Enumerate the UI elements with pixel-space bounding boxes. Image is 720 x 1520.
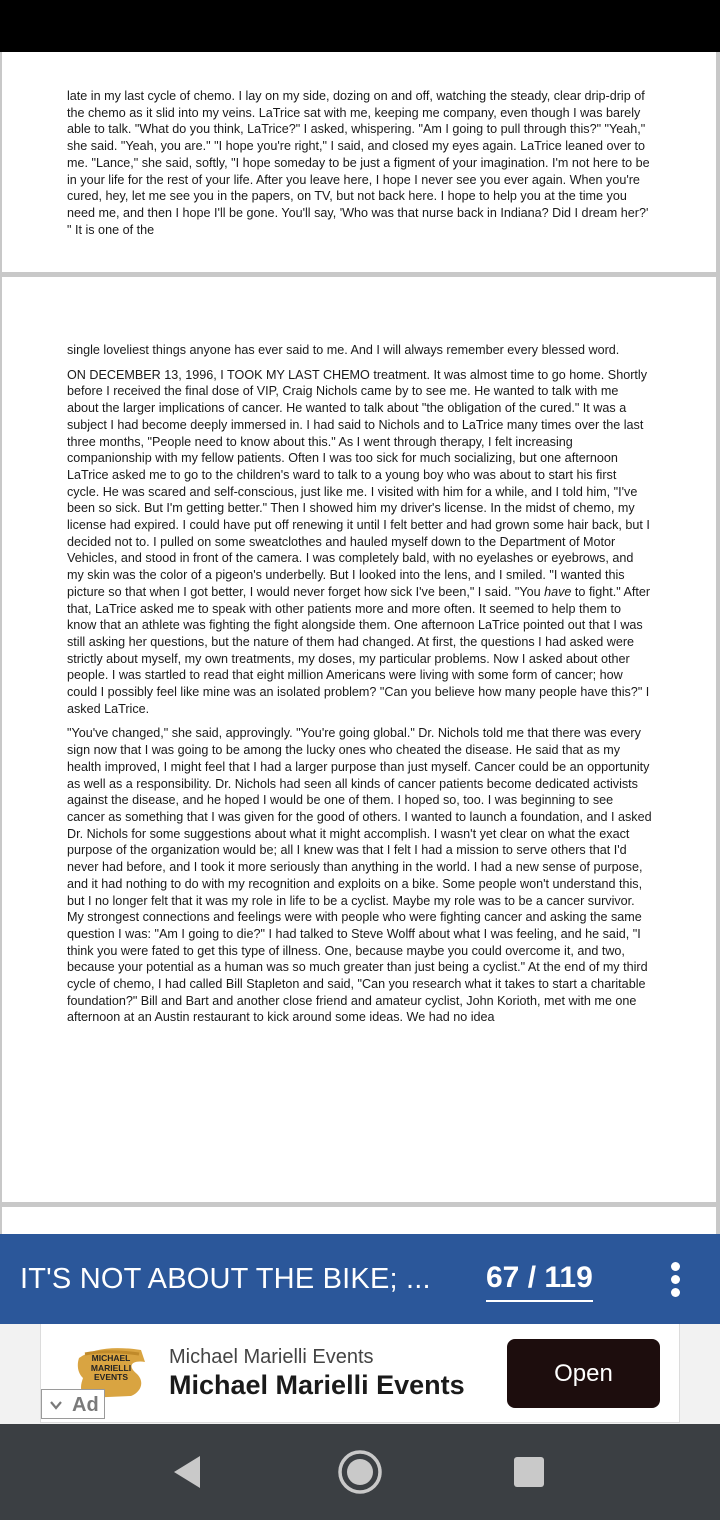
paragraph: single loveliest things anyone has ever said to me. And I will always remember every blessed word. (67, 343, 620, 357)
ad-choices-badge[interactable] (41, 1389, 105, 1419)
page-counter[interactable] (486, 1260, 593, 1302)
ad-label: Ad (72, 1394, 99, 1416)
system-navigation-bar (0, 1424, 720, 1520)
back-triangle-icon[interactable] (162, 1446, 214, 1498)
more-vertical-icon[interactable] (662, 1260, 690, 1298)
text-run: to fight." After that, LaTrice asked me to speak with other patients more and more often. It seemed to help them to know that an athlete was fighting the fight alongside them. One afternoon LaTrice pointed out that I was still asking her questions, but the nature of them had changed. At first, the questions I had asked were strictly about myself, my own treatments, my doses, my particular problems. Now I asked about other people. I was startled to read that eight million Americans were living with some form of cancer; how could I possibly feel like mine was an isolated problem? "Can you believe how many people have this?" I asked LaTrice. (67, 584, 651, 716)
ad-card[interactable] (40, 1324, 680, 1423)
ad-banner[interactable] (0, 1324, 720, 1424)
document-page-previous (2, 52, 716, 272)
emphasis: have (544, 584, 572, 599)
document-page-current (2, 277, 716, 1202)
book-title[interactable]: IT'S NOT ABOUT THE BIKE; ... (20, 1263, 431, 1295)
document-page-next (2, 1207, 716, 1234)
home-circle-icon[interactable] (334, 1446, 386, 1498)
advertiser-name[interactable]: Michael Marielli Events (169, 1346, 374, 1368)
page-separator: / (519, 1261, 545, 1294)
current-page: 67 (486, 1261, 520, 1294)
recents-square-icon[interactable] (503, 1446, 555, 1498)
total-pages: 119 (544, 1261, 593, 1294)
reader-toolbar (0, 1234, 720, 1324)
document-reader[interactable] (0, 52, 720, 1234)
page-text (67, 342, 652, 1034)
paragraph: late in my last cycle of chemo. I lay on my side, dozing on and off, watching the steady, clear drip-drip of the chemo as it slid into my veins. LaTrice sat with me, keeping me company, even though I was barely able to talk. "What do you think, LaTrice?" I asked, whispering. "Am I going to pull through this?" "Yeah," she said. "Yeah, you are." "I hope you're right," I said, and closed my eyes again. LaTrice leaned over to me. "Lance," she said, softly, "I hope someday to be just a figment of your imagination. I'm not here to be in your life for the rest of your life. After you leave here, I hope I never see you ever again. When you're cured, hey, let me see you in the papers, on TV, but not back here. I hope to help you at the time you need me, and then I hope I'll be gone. You'll say, 'Who was that nurse back in Indiana? Did I dream her?' " It is one of the (67, 89, 650, 237)
page-text (67, 88, 652, 246)
logo-text: MICHAEL MARIELLI EVENTS (90, 1353, 132, 1382)
ad-headline[interactable]: Michael Marielli Events (169, 1370, 465, 1400)
open-button[interactable]: Open (507, 1339, 660, 1408)
paragraph (67, 367, 652, 718)
status-bar (0, 0, 720, 52)
text-run: ON DECEMBER 13, 1996, I TOOK MY LAST CHEMO treatment. It was almost time to go home. Shortly before I received the final dose of VIP, Craig Nichols came by to see me. He wanted to talk with me about the larger implications of cancer. He wanted to talk about "the obligation of the cured." It was a subject I had become deeply immersed in. I had said to Nichols and to LaTrice many times over the last three months, "People need to know about this." As I went through therapy, I felt increasing companionship with my fellow patients. Often I was too sick for much socializing, but one afternoon LaTrice asked me to go to the children's ward to talk to a young boy who was about to start his first cycle. He was scared and self-conscious, just like me. I visited with him for a while, and I told him, "I've been so sick. But I'm getting better." Then I showed him my driver's license. In the midst of chemo, my license had expired. I could have put off renewing it until I felt better and had grown some hair back, but I decided not to. I pulled on some sweatclothes and hauled myself down to the Department of Motor Vehicles, and stood in front of the camera. I was completely bald, with no eyelashes or eyebrows, and my skin was the color of a pigeon's underbelly. But I looked into the lens, and I smiled. "I wanted this picture so that when I got better, I would never forget how sick I've been," I said. "You (67, 367, 650, 599)
paragraph: "You've changed," she said, approvingly. "You're going global." Dr. Nichols told me that there was every sign now that I was going to be among the lucky ones who cheated the disease. He said that as my health improved, I might feel that I had a larger purpose than just myself. Cancer could be an opportunity as well as a responsibility. Dr. Nichols had seen all kinds of cancer patients become dedicated activists against the disease, and he hoped I would be one of them. I hoped so, too. I was beginning to see cancer as something that I was given for the good of others. I wanted to launch a foundation, and I asked Dr. Nichols for some suggestions about what it might accomplish. I wasn't yet clear on what the exact purpose of the organization would be; all I knew was that I felt I had a mission to serve others that I'd never had before, and I took it more seriously than anything in the world. I had a new sense of purpose, and it had nothing to do with my recognition and exploits on a bike. Some people won't understand this, but I no longer felt that it was my role in life to be a cyclist. Maybe my role was to be a cancer survivor. My strongest connections and feelings were with people who were fighting cancer and asking the same question I was: "Am I going to die?" I had talked to Steve Wolff about what I was feeling, and he said, "I think you were fated to get this type of illness. One, because maybe you could overcome it, and two, because your potential as a human was so much greater than just being a cyclist." At the end of my third cycle of chemo, I had called Bill Stapleton and said, "Can you research what it takes to start a charitable foundation?" Bill and Bart and another close friend and amateur cyclist, John Korioth, met with me one afternoon at an Austin restaurant to kick around some ideas. We had no idea (67, 726, 652, 1025)
